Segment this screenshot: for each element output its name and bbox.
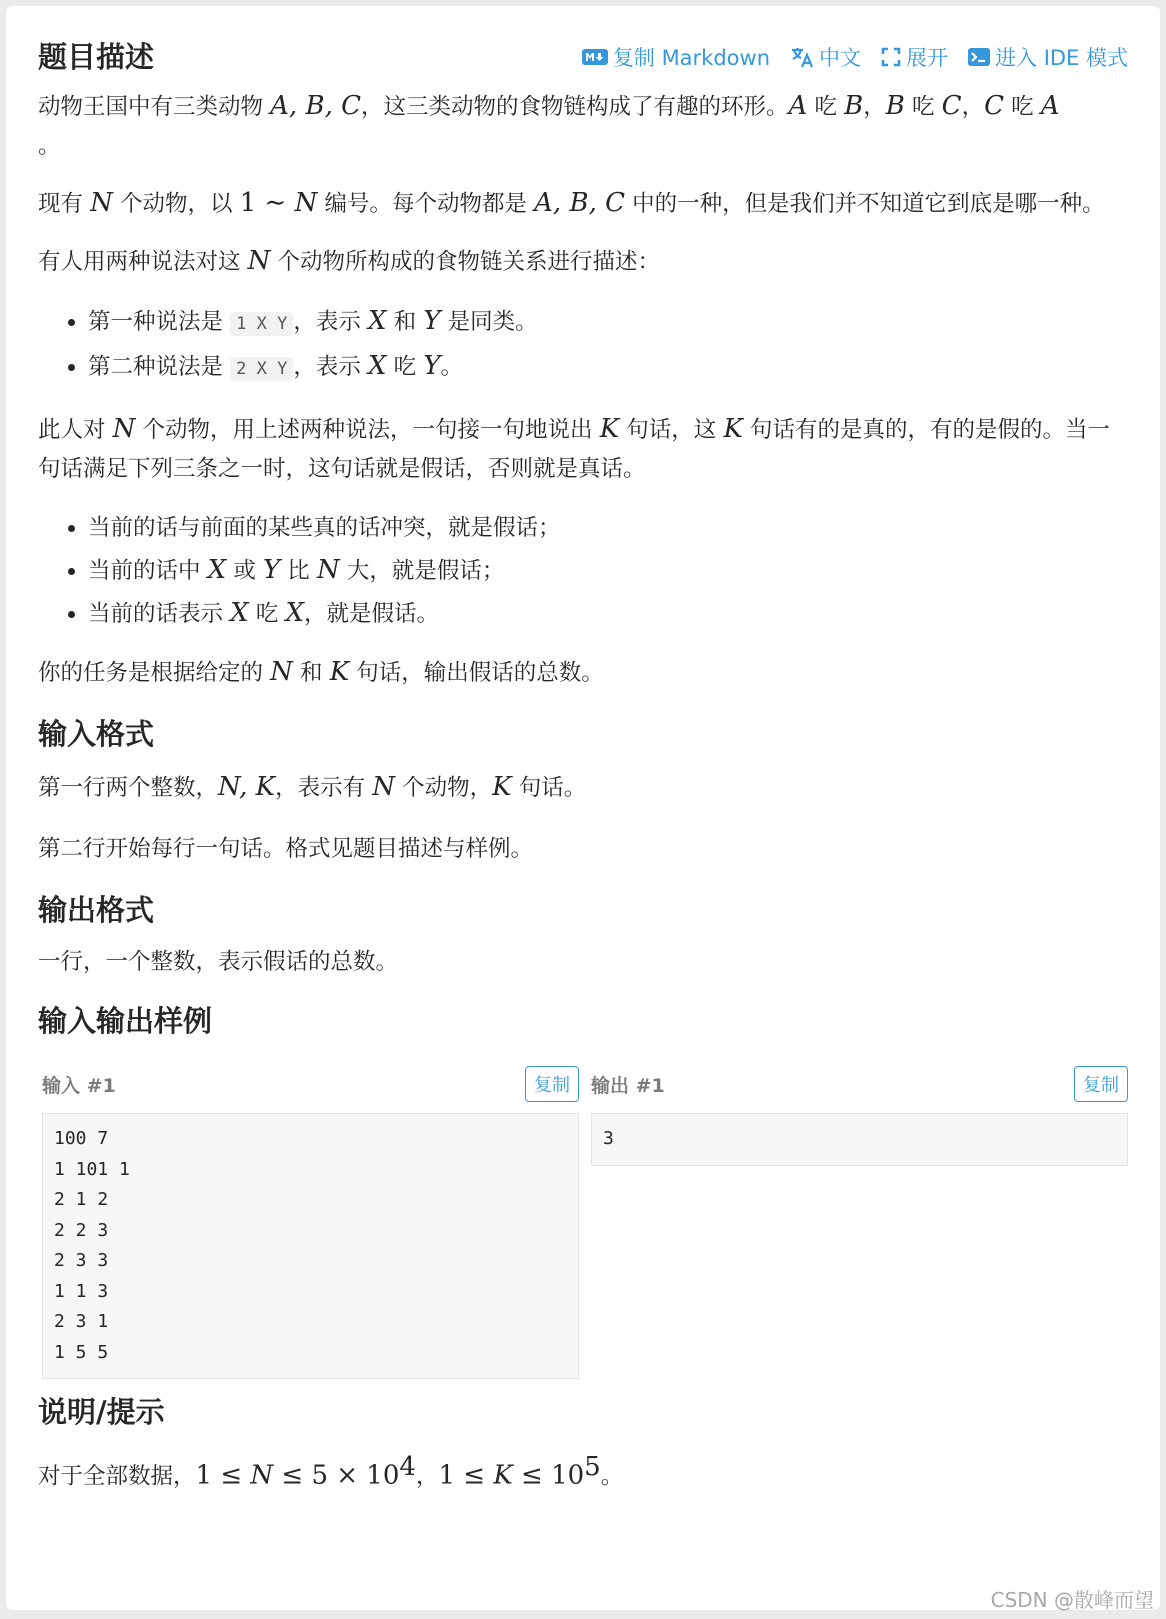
terminal-icon: [968, 48, 990, 66]
list-item: • 第一种说法是 1 X Y ，表示 X 和 Y 是同类。: [88, 300, 1128, 345]
desc-paragraph-1: 动物王国中有三类动物 A, B, C，这三类动物的食物链构成了有趣的环形。A 吃 B，B 吃 C，C 吃 A 。: [38, 90, 1060, 159]
input-format-title: 输入格式: [38, 716, 155, 751]
sample-input-column: [42, 1065, 579, 1379]
copy-markdown-button[interactable]: [582, 42, 770, 72]
watermark: CSDN @散峰而望: [990, 1588, 1154, 1612]
input-paragraph-1: 第一行两个整数，N, K，表示有 N 个动物，K 句话。: [38, 771, 587, 802]
sample-input-code[interactable]: 100 7 1 101 1 2 1 2 2 2 3 2 3 3 1 1 3 2 3 1 1 5 5: [42, 1113, 579, 1379]
language-label: 中文: [819, 46, 862, 70]
hint-title: 说明/提示: [38, 1395, 165, 1430]
list-item: • 当前的话表示 X 吃 X，就是假话。: [88, 592, 1128, 635]
expand-icon: [881, 47, 901, 67]
problem-card: [6, 6, 1160, 1610]
hint-paragraph: 对于全部数据，$1 \le N \le 5 \times 10^4$，$1 \le K \le 10^5$。: [38, 1451, 624, 1491]
desc-paragraph-4: 此人对 N 个动物，用上述两种说法，一句接一句地说出 K 句话，这 K 句话有的是真的，有的是假的。当一句话满足下列三条之一时，这句话就是假话，否则就是真话。: [38, 413, 1111, 482]
sample-input-label: 输入 #1: [42, 1074, 116, 1097]
list-item: • 当前的话中 X 或 Y 比 N 大，就是假话；: [88, 549, 1128, 592]
list-item: • 当前的话与前面的某些真的话冲突，就是假话；: [88, 507, 1128, 549]
sample-output-column: [591, 1065, 1128, 1379]
language-button[interactable]: [790, 42, 861, 72]
expand-label: 展开: [906, 46, 949, 70]
expand-button[interactable]: [881, 42, 948, 72]
sample-output-code[interactable]: 3: [591, 1113, 1128, 1166]
toolbar: [582, 42, 1128, 72]
copy-output-button[interactable]: 复制: [1074, 1066, 1128, 1102]
markdown-icon: [582, 48, 608, 66]
statement-list: [38, 300, 1128, 390]
output-paragraph: 一行，一个整数，表示假话的总数。: [38, 949, 399, 976]
sample-output-label: 输出 #1: [591, 1074, 665, 1097]
output-format-title: 输出格式: [38, 892, 155, 927]
description-header: [38, 40, 1128, 75]
description-title: 题目描述: [38, 40, 155, 74]
ide-mode-button[interactable]: [968, 42, 1128, 72]
samples-row: [42, 1065, 1128, 1379]
list-item: • 第二种说法是 2 X Y ，表示 X 吃 Y。: [88, 345, 1128, 390]
inline-code: 2 X Y: [230, 357, 293, 381]
copy-markdown-label: 复制 Markdown: [612, 46, 771, 70]
desc-paragraph-2: 现有 N 个动物，以 1 ∼ N 编号。每个动物都是 A, B, C 中的一种，但是我们并不知道它到底是哪一种。: [38, 187, 1105, 218]
ide-mode-label: 进入 IDE 模式: [995, 46, 1128, 70]
rules-list: [38, 507, 1128, 635]
desc-paragraph-3: 有人用两种说法对这 N 个动物所构成的食物链关系进行描述：: [38, 245, 661, 276]
translate-icon: [790, 46, 814, 68]
desc-paragraph-5: 你的任务是根据给定的 N 和 K 句话，输出假话的总数。: [38, 656, 604, 687]
input-paragraph-2: 第二行开始每行一句话。格式见题目描述与样例。: [38, 835, 534, 862]
copy-input-button[interactable]: 复制: [525, 1066, 579, 1102]
inline-code: 1 X Y: [230, 312, 293, 336]
samples-title: 输入输出样例: [38, 1004, 213, 1039]
